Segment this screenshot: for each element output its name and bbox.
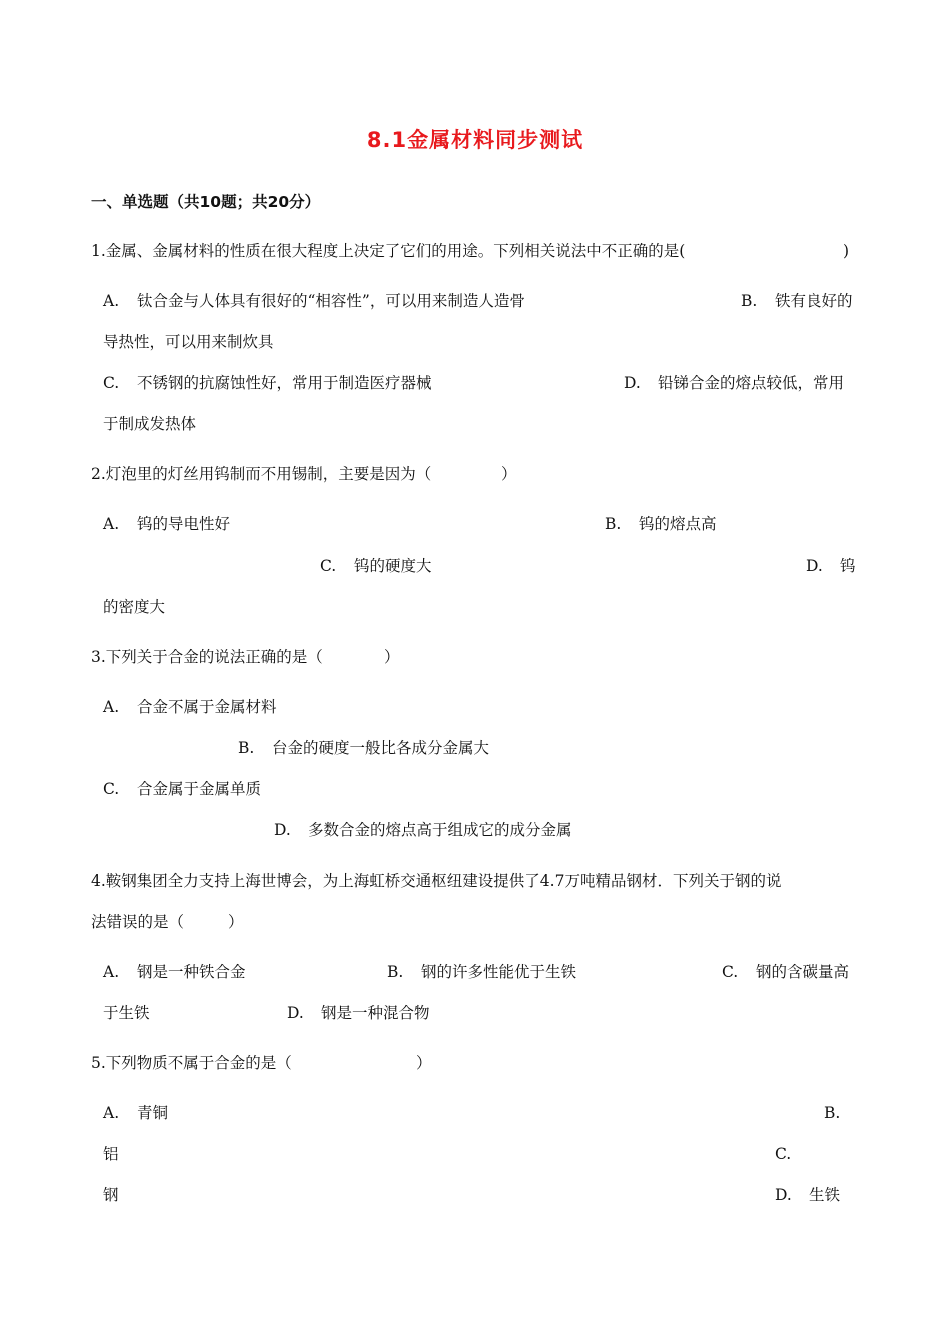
option-letter: D. [624,374,641,392]
q3-option-d [274,820,572,840]
q1-option-c [103,373,432,393]
option-letter: B. [387,963,404,981]
option-text: 钨 [840,557,856,575]
option-letter: D. [287,1004,304,1022]
q3-option-a [103,697,277,717]
option-letter: D. [775,1186,792,1204]
q1-option-b-continued: 导热性，可以用来制炊具 [103,333,274,351]
option-text: 铁有良好的 [775,292,853,310]
question-4-stem-continued [91,912,244,932]
option-letter: A. [103,698,120,716]
question-1-stem: 1.金属、金属材料的性质在很大程度上决定了它们的用途。下列相关说法中不正确的是( [91,242,686,260]
q5-option-b-text: 铝 [103,1145,119,1163]
q1-option-d-continued: 于制成发热体 [103,415,197,433]
option-letter: D. [806,557,823,575]
page-title: 8.1金属材料同步测试 [366,128,584,152]
q5-option-a [103,1103,168,1123]
question-3-stem: 3.下列关于合金的说法正确的是（ [91,648,323,666]
option-text: 生铁 [809,1186,841,1204]
option-text: 铅锑合金的熔点较低，常用 [658,374,845,392]
question-2-stem: 2.灯泡里的灯丝用钨制而不用锡制，主要是因为（ [91,465,432,483]
q4-option-d [287,1003,430,1023]
option-text: 钛合金与人体具有很好的“相容性”，可以用来制造人造骨 [137,292,525,310]
option-text: 台金的硬度一般比各成分金属大 [272,739,490,757]
option-letter: C. [103,780,120,798]
q1-option-a [103,291,525,311]
question-5-close: ） [416,1054,432,1072]
q2-option-a [103,514,230,534]
q5-option-b-letter: B. [824,1104,841,1122]
q2-option-d [806,556,856,576]
option-letter: B. [238,739,255,757]
option-text: 钢的含碳量高 [756,963,850,981]
q2-option-d-continued: 的密度大 [103,598,166,616]
option-letter: A. [103,963,120,981]
option-letter: A. [103,515,120,533]
option-text: 合金不属于金属材料 [137,698,277,716]
q2-option-c [320,556,432,576]
question-2-close: ） [501,465,517,483]
option-text: 青铜 [137,1104,169,1122]
question-4-stem: 4.鞍钢集团全力支持上海世博会，为上海虹桥交通枢纽建设提供了4.7万吨精品钢材．下列关于钢的说 [91,872,782,890]
stem-text: 法错误的是（ [91,913,185,931]
q5-option-c-letter: C. [775,1145,792,1163]
section-heading: 一、单选题（共10题；共20分） [91,193,321,211]
option-text: 钢是一种混合物 [321,1004,430,1022]
option-text: 钨的硬度大 [354,557,432,575]
option-letter: C. [722,963,739,981]
q5-option-d [775,1185,840,1205]
option-text: 多数合金的熔点高于组成它的成分金属 [308,821,572,839]
q3-option-b [238,738,489,758]
option-text: 不锈钢的抗腐蚀性好，常用于制造医疗器械 [137,374,432,392]
option-text: 钨的导电性好 [137,515,231,533]
option-text: 钢是一种铁合金 [137,963,246,981]
question-3-close: ） [384,648,400,666]
q2-option-b [605,514,717,534]
option-letter: A. [103,1104,120,1122]
option-letter: D. [274,821,291,839]
question-5-stem: 5.下列物质不属于合金的是（ [91,1054,292,1072]
option-letter: C. [103,374,120,392]
q5-option-c-text: 钢 [103,1186,119,1204]
q4-option-b [387,962,576,982]
q4-option-a [103,962,246,982]
q1-option-d [624,373,844,393]
option-letter: C. [320,557,337,575]
option-letter: B. [605,515,622,533]
q4-option-c [722,962,849,982]
question-1-close: ) [843,242,850,260]
question-4-close: ） [228,913,244,931]
option-text: 钢的许多性能优于生铁 [421,963,577,981]
q4-option-c-continued: 于生铁 [103,1004,150,1022]
option-text: 钨的熔点高 [639,515,717,533]
option-text: 合金属于金属单质 [137,780,262,798]
q1-option-b [741,291,853,311]
q3-option-c [103,779,261,799]
option-letter: A. [103,292,120,310]
option-letter: B. [741,292,758,310]
